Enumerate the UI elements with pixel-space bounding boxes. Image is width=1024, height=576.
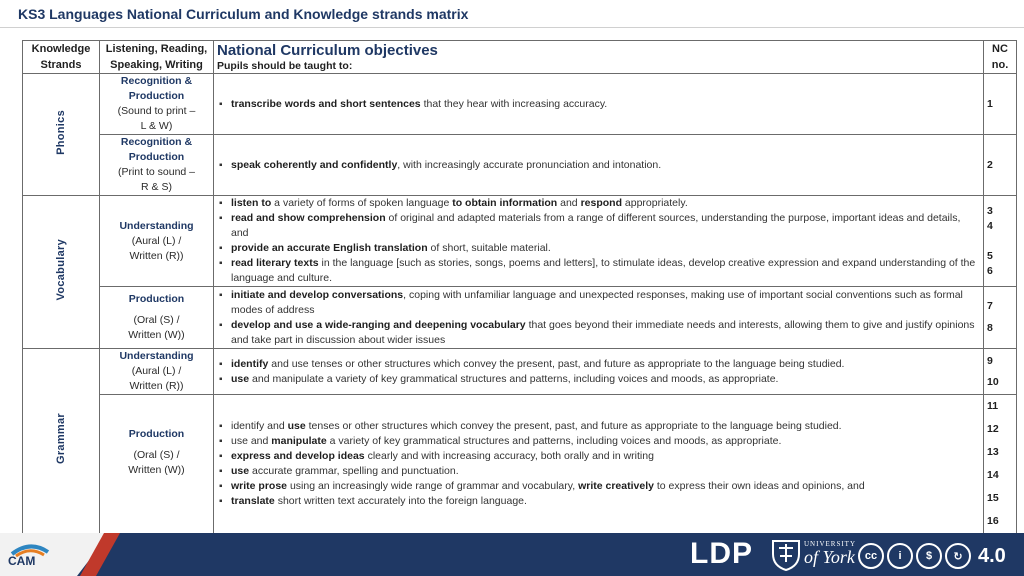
attribution-icon: i (887, 543, 913, 569)
title-divider (0, 27, 1024, 28)
list-item: ▪ identify and use tenses or other structures which convey the present, past, and future as appropriate to the language being studied. (217, 419, 980, 434)
list-item: ▪ develop and use a wide-ranging and deepening vocabulary that goes beyond their immediate needs and interests, allowing them to give and justify opinions and take part in discussion about wider issues (217, 318, 980, 348)
skill-cell: Production (Oral (S) / Written (W)) (100, 395, 214, 534)
nc-number: 3 4 5 6 (984, 196, 1017, 287)
list-item: ▪ read literary texts in the language [such as stories, songs, poems and letters], to stimulate ideas, develop creative expression and expand understanding of the language and culture. (217, 256, 980, 286)
list-item: ▪ transcribe words and short sentences that they hear with increasing accuracy. (217, 97, 980, 112)
strand-grammar: Grammar (23, 349, 100, 534)
york-crest-icon (770, 538, 802, 572)
nc-number: 7 8 (984, 287, 1017, 349)
list-item: ▪ read and show comprehension of original and adapted materials from a range of different sources, understanding the purpose, important ideas and details, and (217, 211, 980, 241)
skill-cell: Understanding (Aural (L) / Written (R)) (100, 196, 214, 287)
table-row (23, 74, 1017, 135)
table-row (23, 196, 1017, 287)
noncommercial-icon: $ (916, 543, 942, 569)
objective-cell (214, 287, 984, 349)
header-row (23, 41, 1017, 74)
list-item: ▪ identify and use tenses or other structures which convey the present, past, and future as appropriate to the language being studied. (217, 357, 980, 372)
knowledge-strands-header: Knowledge Strands (23, 41, 100, 74)
list-item: ▪ use and manipulate a variety of key grammatical structures and patterns, including voices and moods, as appropriate. (217, 372, 980, 387)
nc-number: 9 10 (984, 349, 1017, 395)
list-item: ▪ initiate and develop conversations, coping with unfamiliar language and unexpected responses, making use of important social conventions such as formal modes of address (217, 288, 980, 318)
list-item: ▪ use accurate grammar, spelling and punctuation. (217, 464, 980, 479)
list-item: ▪ write prose using an increasingly wide range of grammar and vocabulary, write creatively to express their own ideas and opinions, and (217, 479, 980, 494)
skill-cell: Understanding (Aural (L) / Written (R)) (100, 349, 214, 395)
list-item: ▪ use and manipulate a variety of key grammatical structures and patterns, including voices and moods, as appropriate. (217, 434, 980, 449)
list-item: ▪ express and develop ideas clearly and with increasing accuracy, both orally and in writing (217, 449, 980, 464)
nc-number: 11 12 13 14 15 16 (984, 395, 1017, 534)
strand-vocabulary: Vocabulary (23, 196, 100, 349)
list-item: ▪ translate short written text accurately into the foreign language. (217, 494, 980, 509)
curriculum-matrix (22, 40, 1017, 534)
table-row (23, 349, 1017, 395)
license-version: 4.0 (978, 544, 1006, 567)
cc-icon: cc (858, 543, 884, 569)
skill-cell: Production (Oral (S) / Written (W)) (100, 287, 214, 349)
nc-number-header: NC no. (984, 41, 1017, 74)
table-row (23, 287, 1017, 349)
objective-cell (214, 395, 984, 534)
table-row (23, 395, 1017, 534)
page-title: KS3 Languages National Curriculum and Knowledge strands matrix (18, 6, 469, 22)
objective-cell (214, 135, 984, 196)
nc-number: 1 (984, 74, 1017, 135)
list-item: ▪ speak coherently and confidently, with increasingly accurate pronunciation and intonation. (217, 158, 980, 173)
list-item: ▪ listen to a variety of forms of spoken language to obtain information and respond appropriately. (217, 196, 980, 211)
objective-cell (214, 196, 984, 287)
cam-logo-text: CAM (8, 554, 36, 568)
ldp-logo: LDP (690, 537, 753, 570)
skill-cell: Recognition & Production (Print to sound – R & S) (100, 135, 214, 196)
table-row (23, 135, 1017, 196)
sharealike-icon: ↻ (945, 543, 971, 569)
objective-cell (214, 349, 984, 395)
skill-cell: Recognition & Production (Sound to print – L & W) (100, 74, 214, 135)
nc-number: 2 (984, 135, 1017, 196)
objective-cell (214, 74, 984, 135)
nc-objectives-header: National Curriculum objectives Pupils should be taught to: (214, 41, 984, 74)
strand-phonics: Phonics (23, 74, 100, 196)
creative-commons-license (858, 540, 1006, 572)
university-of-york-logo: UNIVERSITY of York (804, 540, 856, 567)
lrsw-header: Listening, Reading, Speaking, Writing (100, 41, 214, 74)
list-item: ▪ provide an accurate English translation of short, suitable material. (217, 241, 980, 256)
